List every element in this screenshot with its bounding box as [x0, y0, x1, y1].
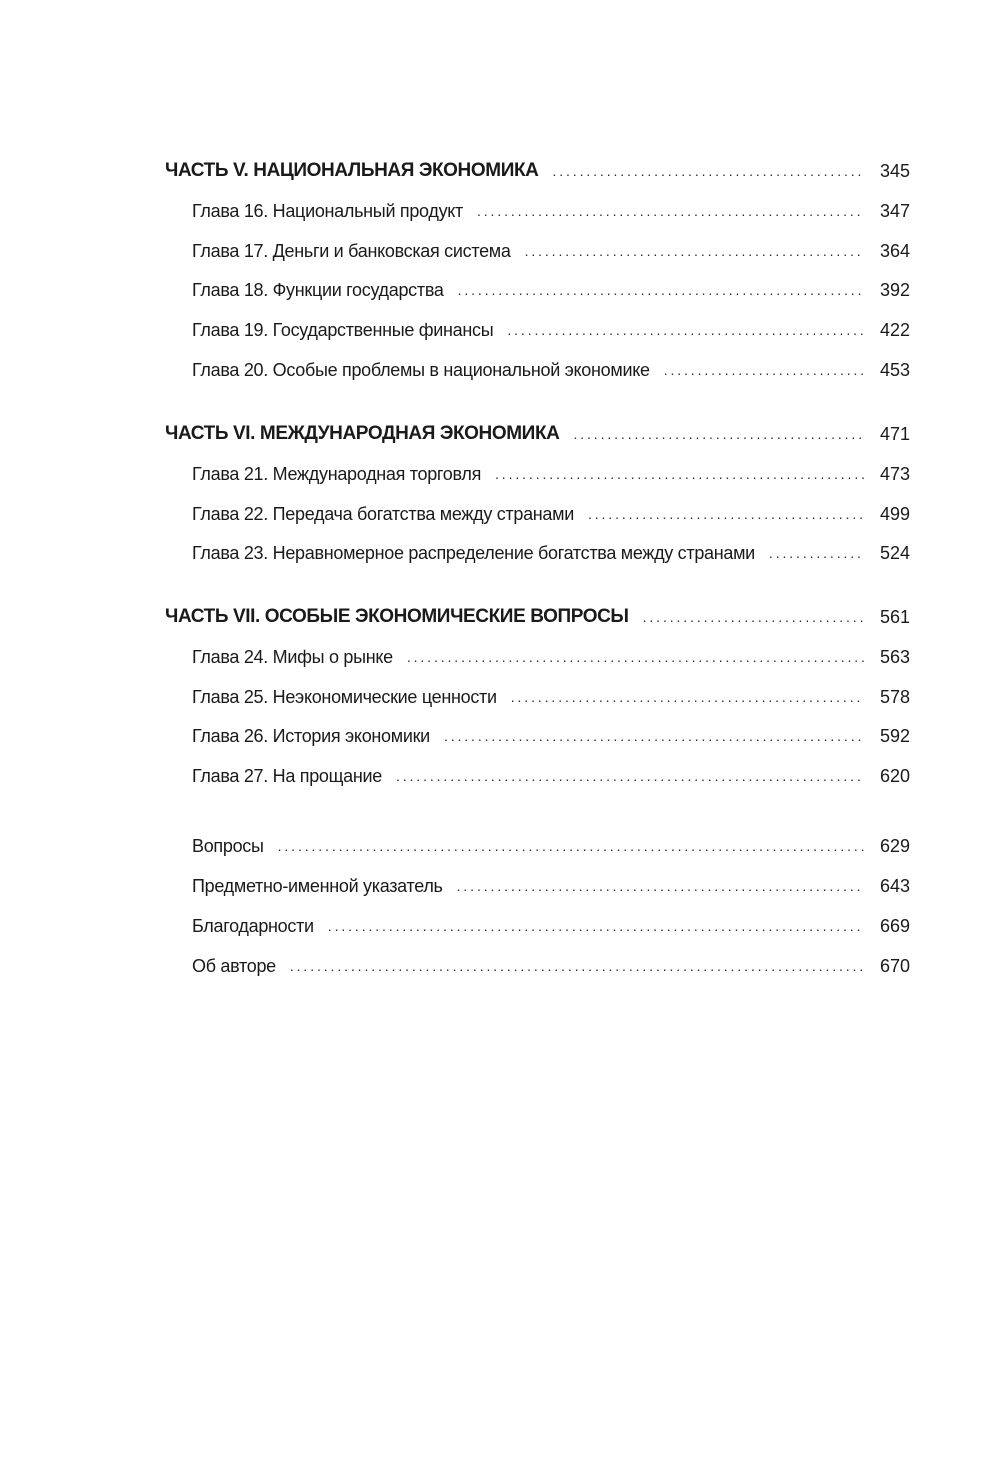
toc-part-entry[interactable] [165, 157, 910, 185]
toc-chapter-entry[interactable] [192, 356, 910, 384]
toc-chapter-entry[interactable] [192, 460, 910, 488]
toc-chapter-entry[interactable] [192, 643, 910, 671]
chapter-title: Глава 21. Международная торговля [192, 463, 482, 484]
page-number: 629 [879, 835, 910, 856]
page-number: 392 [879, 279, 910, 300]
part-title: ЧАСТЬ VII. ОСОБЫЕ ЭКОНОМИЧЕСКИЕ ВОПРОСЫ [165, 606, 629, 627]
dot-leader [477, 197, 864, 225]
page-number: 592 [879, 725, 910, 746]
chapter-title: Глава 24. Мифы о рынке [192, 646, 393, 667]
toc-back-matter-entry[interactable] [192, 832, 910, 860]
toc-chapter-entry[interactable] [192, 683, 910, 711]
page-number: 563 [879, 646, 910, 667]
dot-leader [328, 912, 864, 940]
toc-back-matter-entry[interactable] [192, 912, 910, 940]
back-matter-title: Об авторе [192, 955, 276, 976]
part-title: ЧАСТЬ VI. МЕЖДУНАРОДНАЯ ЭКОНОМИКА [165, 423, 560, 444]
dot-leader [457, 872, 864, 900]
page-number: 643 [879, 875, 910, 896]
page-number: 670 [879, 955, 910, 976]
page-number: 364 [879, 240, 910, 261]
chapter-title: Глава 27. На прощание [192, 765, 382, 786]
dot-leader [290, 952, 864, 980]
page-number: 499 [879, 503, 910, 524]
dot-leader [643, 603, 864, 631]
chapter-title: Глава 18. Функции государства [192, 279, 444, 300]
dot-leader [588, 500, 864, 528]
dot-leader [664, 356, 864, 384]
toc-chapter-entry[interactable] [192, 237, 910, 265]
dot-leader [769, 539, 864, 567]
dot-leader [511, 683, 864, 711]
dot-leader [396, 762, 864, 790]
dot-leader [458, 276, 864, 304]
dot-leader [495, 460, 864, 488]
dot-leader [444, 722, 864, 750]
toc-chapter-entry[interactable] [192, 276, 910, 304]
toc-chapter-entry[interactable] [192, 762, 910, 790]
dot-leader [407, 643, 864, 671]
chapter-title: Глава 26. История экономики [192, 725, 430, 746]
page-number: 620 [879, 765, 910, 786]
toc-chapter-entry[interactable] [192, 316, 910, 344]
chapter-title: Глава 22. Передача богатства между странами [192, 503, 574, 524]
chapter-title: Глава 20. Особые проблемы в национальной экономике [192, 359, 650, 380]
toc-back-matter-entry[interactable] [192, 952, 910, 980]
back-matter-title: Вопросы [192, 835, 264, 856]
chapter-title: Глава 16. Национальный продукт [192, 200, 463, 221]
toc-chapter-entry[interactable] [192, 539, 910, 567]
page-number: 578 [879, 686, 910, 707]
chapter-title: Глава 23. Неравномерное распределение богатства между странами [192, 542, 755, 563]
chapter-title: Глава 17. Деньги и банковская система [192, 240, 511, 261]
page-number: 473 [879, 463, 910, 484]
chapter-title: Глава 25. Неэкономические ценности [192, 686, 497, 707]
part-title: ЧАСТЬ V. НАЦИОНАЛЬНАЯ ЭКОНОМИКА [165, 160, 539, 181]
page-number: 524 [879, 542, 910, 563]
page-number: 669 [879, 915, 910, 936]
dot-leader [573, 420, 864, 448]
chapter-title: Глава 19. Государственные финансы [192, 319, 494, 340]
dot-leader [552, 157, 864, 185]
toc-chapter-entry[interactable] [192, 500, 910, 528]
dot-leader [525, 237, 864, 265]
page-number: 561 [879, 606, 910, 627]
toc-part-entry[interactable] [165, 420, 910, 448]
dot-leader [507, 316, 864, 344]
page-number: 471 [879, 423, 910, 444]
toc-part-entry[interactable] [165, 603, 910, 631]
page-number: 453 [879, 359, 910, 380]
page-number: 345 [879, 160, 910, 181]
toc-back-matter-entry[interactable] [192, 872, 910, 900]
back-matter-title: Предметно-именной указатель [192, 875, 443, 896]
toc-chapter-entry[interactable] [192, 197, 910, 225]
page-number: 347 [879, 200, 910, 221]
page-number: 422 [879, 319, 910, 340]
toc-chapter-entry[interactable] [192, 722, 910, 750]
dot-leader [278, 832, 864, 860]
back-matter-title: Благодарности [192, 915, 314, 936]
